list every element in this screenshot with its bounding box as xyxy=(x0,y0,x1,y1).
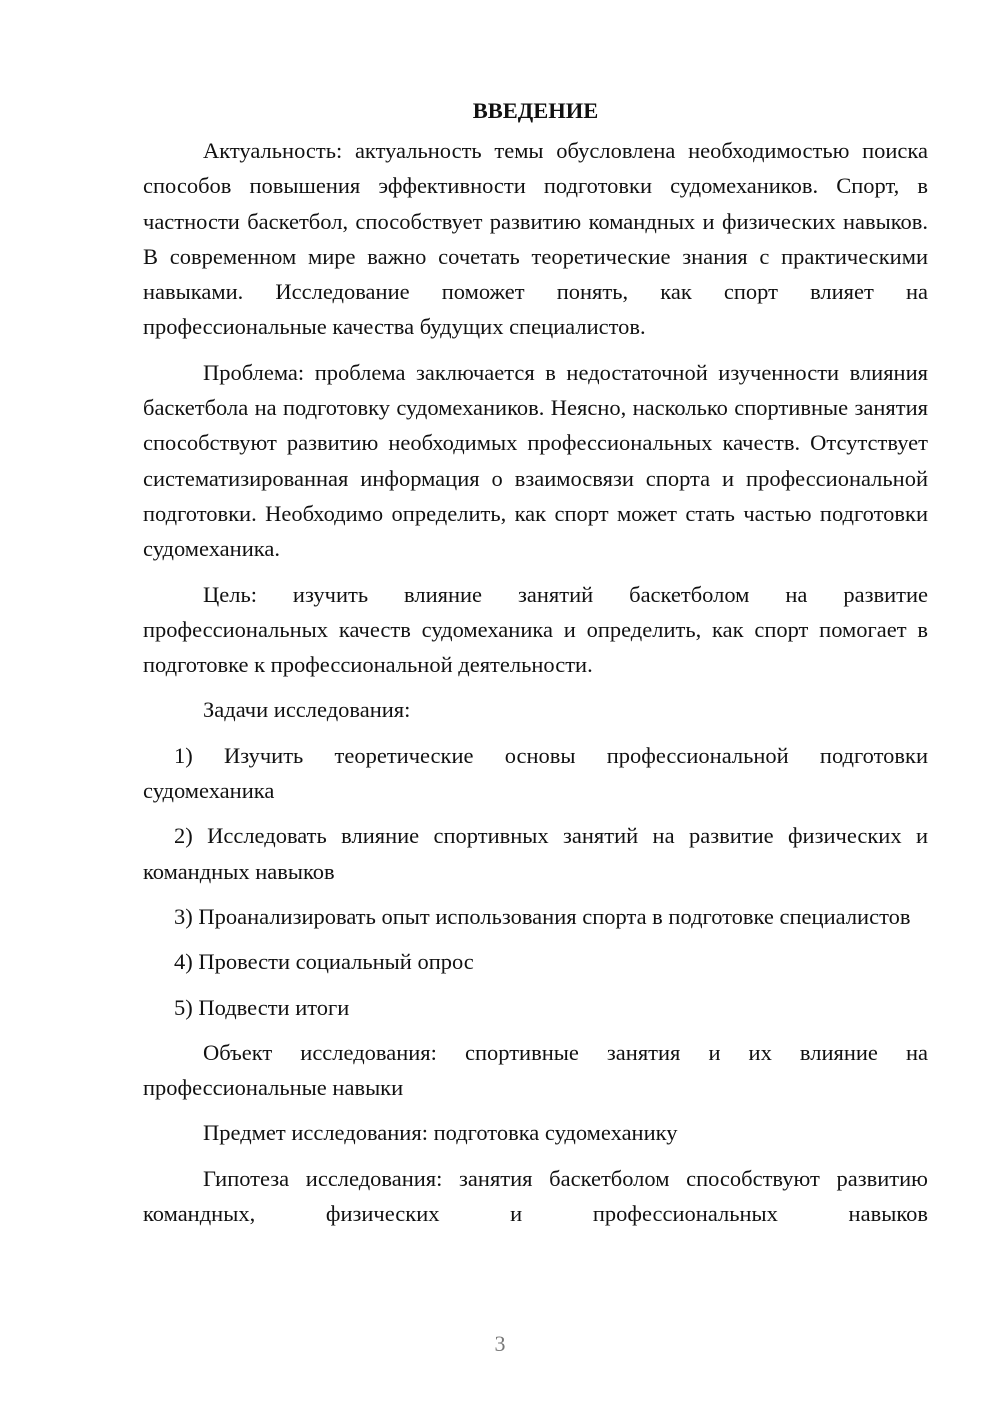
task-item-2: 2) Исследовать влияние спортивных занятий на развитие физических и командных навыков xyxy=(143,823,928,884)
document-title: ВВЕДЕНИЕ xyxy=(472,98,599,123)
paragraph-hypothesis: Гипотеза исследования: занятия баскетболом способствуют развитию командных, физических и профессиональных навыков xyxy=(143,1165,928,1227)
page-content xyxy=(143,93,928,1241)
task-item-4: 4) Провести социальный опрос xyxy=(174,949,474,975)
page-number: 3 xyxy=(494,1331,506,1356)
paragraph-relevance: Актуальность: актуальность темы обусловлена необходимостью поиска способов повышения эффективности подготовки судомехаников. Спорт, в частности баскетбол, способствует развитию командных и физических навыков. В современном мире важно сочетать теоретические знания с практическими навыками. Исследование поможет понять, как спорт влияет на профессиональные качества будущих специалистов. xyxy=(143,138,928,340)
paragraph-goal: Цель: изучить влияние занятий баскетболом на развитие профессиональных качеств судомеханика и определить, как спорт помогает в подготовке к профессиональной деятельности. xyxy=(143,581,928,678)
task-item-3: 3) Проанализировать опыт использования спорта в подготовке специалистов xyxy=(174,903,911,929)
paragraph-subject: Предмет исследования: подготовка судомеханику xyxy=(203,1120,678,1146)
task-item-1: 1) Изучить теоретические основы профессиональной подготовки судомеханика xyxy=(143,742,928,804)
tasks-heading: Задачи исследования: xyxy=(203,697,411,723)
paragraph-problem: Проблема: проблема заключается в недостаточной изученности влияния баскетбола на подготовку судомехаников. Неясно, насколько спортивные занятия способствуют развитию необходимых профессиональных качеств. Отсутствует систематизированная информация о взаимосвязи спорта и профессиональной подготовки. Необходимо определить, как спорт может стать частью подготовки судомеханика. xyxy=(143,359,928,562)
task-item-5: 5) Подвести итоги xyxy=(174,994,350,1020)
paragraph-object: Объект исследования: спортивные занятия и их влияние на профессиональные навыки xyxy=(143,1039,928,1101)
